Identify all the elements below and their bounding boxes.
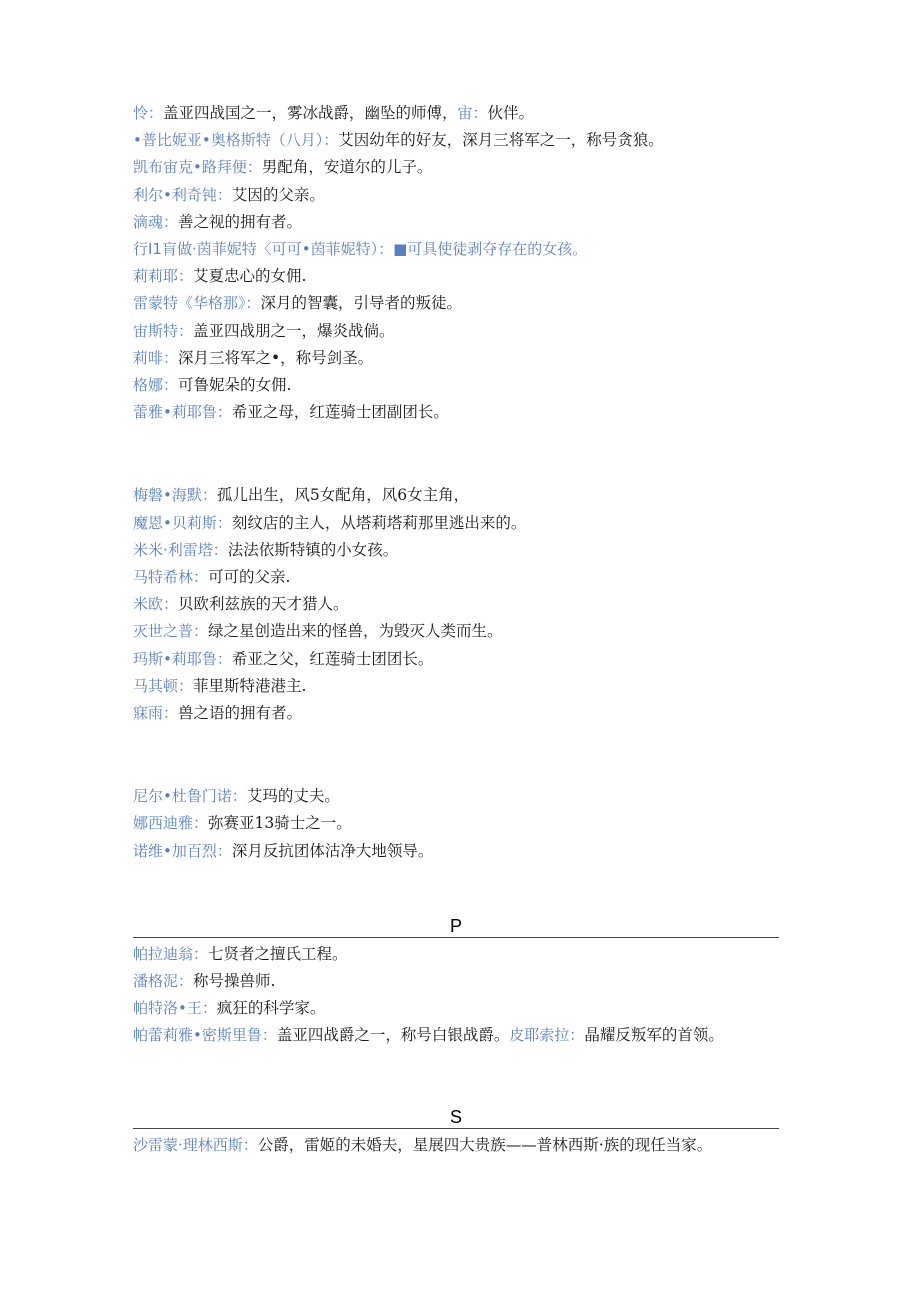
list-item xyxy=(133,783,783,810)
character-desc: 弥赛亚13骑士之一。 xyxy=(208,814,352,833)
character-name: 雷蒙特《华格那》： xyxy=(133,294,261,313)
character-name: 莉啡： xyxy=(133,348,179,367)
section-p xyxy=(133,915,783,1050)
spacer xyxy=(133,426,783,482)
character-name: 梅磐•海默： xyxy=(133,486,217,505)
character-name: 魔恩•贝莉斯： xyxy=(133,513,232,532)
list-item xyxy=(133,564,783,591)
character-name: 莉莉耶： xyxy=(133,267,194,286)
character-name: 怜： xyxy=(133,104,164,122)
section-s xyxy=(133,1106,783,1159)
list-item xyxy=(133,968,783,995)
character-desc: 艾因的父亲。 xyxy=(231,185,325,204)
character-name: •普比妮亚•奥格斯特（八月）： xyxy=(133,131,339,150)
character-desc: 盖亚四战国之一，雾冰战爵，幽坠的师傅， xyxy=(163,104,458,122)
character-desc: 希亚之母，红莲骑士团副团长。 xyxy=(231,403,449,422)
character-desc: 晶耀反叛军的首领。 xyxy=(584,1026,724,1045)
character-desc: 贝欧利兹族的天才猎人。 xyxy=(178,595,349,614)
list-item xyxy=(133,100,783,127)
character-name: 米欧： xyxy=(133,595,179,614)
character-name: 马其顿： xyxy=(133,676,194,695)
character-desc: 称号操兽师. xyxy=(193,972,276,991)
list-item xyxy=(133,345,783,372)
character-name: 滴魂： xyxy=(133,212,179,231)
character-name: 玛斯•莉耶鲁： xyxy=(133,649,232,668)
character-desc: 疯狂的科学家。 xyxy=(216,999,326,1018)
list-item xyxy=(133,1022,783,1049)
spacer xyxy=(133,1050,783,1106)
section-heading: S xyxy=(133,1106,779,1129)
character-name: 灭世之普： xyxy=(133,622,209,641)
list-item xyxy=(133,1132,783,1159)
list-item xyxy=(133,209,783,236)
list-item xyxy=(133,838,783,865)
list-item xyxy=(133,372,783,399)
character-name: 沙雷蒙·理林西斯： xyxy=(133,1135,258,1154)
character-desc: 希亚之父，红莲骑士团团长。 xyxy=(231,649,434,668)
character-desc: 伙伴。 xyxy=(487,104,535,122)
section-heading: P xyxy=(133,915,779,938)
character-name: 宙斯特： xyxy=(133,321,194,340)
list-item xyxy=(133,995,783,1022)
character-desc: 兽之语的拥有者。 xyxy=(178,704,303,723)
spacer xyxy=(133,865,783,915)
character-desc: 法法依斯特镇的小女孩。 xyxy=(227,540,399,559)
character-name: 格娜： xyxy=(133,376,179,395)
character-name: 皮耶索拉： xyxy=(509,1026,585,1045)
spacer xyxy=(133,727,783,783)
list-item xyxy=(133,127,783,154)
character-name: 诺维•加百烈： xyxy=(133,841,232,860)
character-desc: 艾夏忠心的女佣. xyxy=(193,267,307,286)
list-item xyxy=(133,700,783,727)
character-desc: 可鲁妮朵的女佣. xyxy=(178,376,292,395)
list-item xyxy=(133,182,783,209)
character-desc: 深月的智囊，引导者的叛徒。 xyxy=(260,294,463,313)
character-desc: 孤儿出生，风5女配角，风6女主角， xyxy=(216,486,470,505)
list-item xyxy=(133,236,783,263)
list-item xyxy=(133,646,783,673)
character-desc: 盖亚四战爵之一，称号白银战爵。 xyxy=(276,1026,510,1045)
character-desc: 深月三将军之•，称号剑圣。 xyxy=(178,348,374,367)
list-item xyxy=(133,154,783,181)
list-item xyxy=(133,510,783,537)
character-list xyxy=(133,100,783,1159)
list-item xyxy=(133,618,783,645)
entry-group-3 xyxy=(133,783,783,865)
character-desc: 可可的父亲. xyxy=(208,568,291,587)
character-name: 行I1肓做·茵菲妮特〈可可•茵菲妮特）：■可具使徒剥夺存在的女孩。 xyxy=(133,240,588,259)
list-item xyxy=(133,290,783,317)
character-name: 宙： xyxy=(457,104,488,122)
character-desc: 男配角，安道尔的儿子。 xyxy=(261,158,433,177)
list-item xyxy=(133,263,783,290)
character-desc: 艾玛的丈夫。 xyxy=(246,787,340,806)
list-item xyxy=(133,673,783,700)
list-item xyxy=(133,537,783,564)
list-item xyxy=(133,810,783,837)
character-name: 寐雨： xyxy=(133,704,179,723)
character-name: 帕特洛•王： xyxy=(133,999,217,1018)
character-desc: 盖亚四战朋之一，爆炎战倘。 xyxy=(193,321,395,340)
character-desc: 深月反抗团体沽净大地领导。 xyxy=(231,841,434,860)
list-item xyxy=(133,399,783,426)
character-name: 帕拉迪翁： xyxy=(133,944,209,963)
character-name: 米米·利雷塔： xyxy=(133,540,228,559)
entry-group-1 xyxy=(133,100,783,426)
list-item xyxy=(133,591,783,618)
character-name: 尼尔•杜鲁门诺： xyxy=(133,787,247,806)
character-desc: 绿之星创造出来的怪兽，为毁灭人类而生。 xyxy=(208,622,503,641)
character-desc: 艾因幼年的好友，深月三将军之一，称号贪狼。 xyxy=(338,131,664,150)
character-name: 凯布宙克•路拜便： xyxy=(133,158,262,177)
character-name: 娜西迪雅： xyxy=(133,814,209,833)
character-desc: 公爵，雷姬的未婚夫，星展四大贵族——普林西斯·族的现任当家。 xyxy=(257,1135,713,1154)
character-name: 潘格泥： xyxy=(133,972,194,991)
character-desc: 菲里斯特港港主. xyxy=(193,676,307,695)
character-name: 马特希林： xyxy=(133,568,209,587)
character-desc: 刻纹店的主人，从塔莉塔莉那里逃出来的。 xyxy=(231,513,527,532)
list-item xyxy=(133,941,783,968)
character-desc: 善之视的拥有者。 xyxy=(178,212,303,231)
list-item xyxy=(133,318,783,345)
list-item xyxy=(133,482,783,509)
character-name: 利尔•利奇钝： xyxy=(133,185,232,204)
character-name: 蕾雅•莉耶鲁： xyxy=(133,403,232,422)
entry-group-2 xyxy=(133,482,783,727)
character-desc: 七贤者之擅氏工程。 xyxy=(208,944,348,963)
character-name: 帕蕾莉雅•密斯里鲁： xyxy=(133,1026,277,1045)
